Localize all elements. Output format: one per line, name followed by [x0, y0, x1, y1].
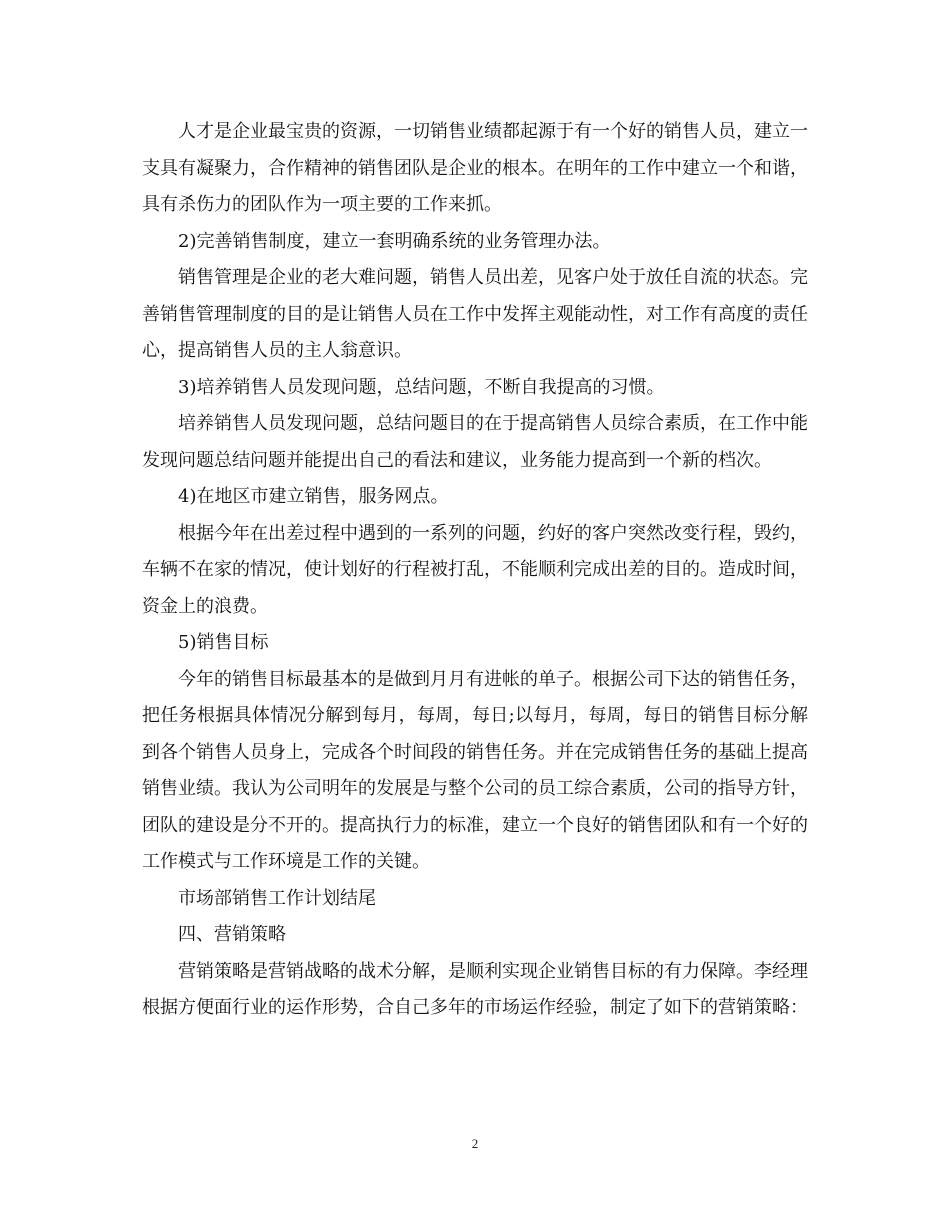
- paragraph-training: 培养销售人员发现问题，总结问题目的在于提高销售人员综合素质，在工作中能发现问题总结问题并能提出自己的看法和建议，业务能力提高到一个新的档次。: [142, 413, 808, 471]
- paragraph-talent: 人才是企业最宝贵的资源，一切销售业绩都起源于有一个好的销售人员，建立一支具有凝聚力，合作精神的销售团队是企业的根本。在明年的工作中建立一个和谐，具有杀伤力的团队作为一项主要的工作来抓。: [142, 121, 808, 215]
- heading-training-habit: 3)培养销售人员发现问题，总结问题，不断自我提高的习惯。: [178, 376, 665, 398]
- paragraph-marketing-strategy: 营销策略是营销战略的战术分解，是顺利实现企业销售目标的有力保障。李经理根据方便面行业的运作形势，合自己多年的市场运作经验，制定了如下的营销策略：: [142, 960, 808, 1018]
- heading-sales-system: 2)完善销售制度，建立一套明确系统的业务管理办法。: [178, 230, 611, 252]
- heading-marketing-strategy: 四、营销策略: [178, 924, 286, 945]
- paragraph-sales-management: 销售管理是企业的老大难问题，销售人员出差，见客户处于放任自流的状态。完善销售管理制度的目的是让销售人员在工作中发挥主观能动性，对工作有高度的责任心，提高销售人员的主人翁意识。: [142, 267, 808, 361]
- document-body: [142, 114, 808, 1027]
- heading-service-network: 4)在地区市建立销售，服务网点。: [178, 486, 449, 507]
- paragraph-sales-target: 今年的销售目标最基本的是做到月月有进帐的单子。根据公司下达的销售任务，把任务根据具体情况分解到每月，每周，每日;以每月，每周，每日的销售目标分解到各个销售人员身上，完成各个时间段的销售任务。并在完成销售任务的基础上提高销售业绩。我认为公司明年的发展是与整个公司的员工综合素质，公司的指导方针，团队的建设是分不开的。提高执行力的标准，建立一个良好的销售团队和有一个好的工作模式与工作环境是工作的关键。: [142, 668, 808, 872]
- paragraph-travel-issues: 根据今年在出差过程中遇到的一系列的问题，约好的客户突然改变行程，毁约，车辆不在家的情况，使计划好的行程被打乱，不能顺利完成出差的目的。造成时间，资金上的浪费。: [142, 522, 808, 617]
- page-number: 2: [471, 1136, 479, 1151]
- paragraph-plan-ending: 市场部销售工作计划结尾: [178, 887, 376, 909]
- heading-sales-target: 5)销售目标: [178, 632, 269, 653]
